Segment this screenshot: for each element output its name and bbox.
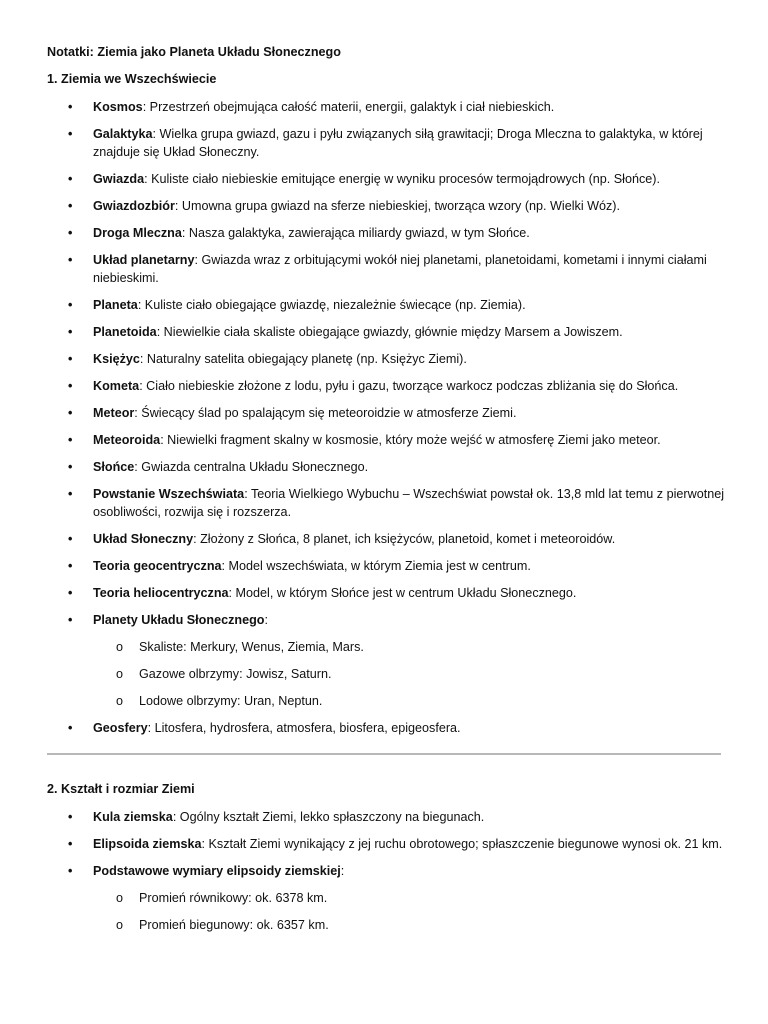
item-term: Teoria heliocentryczna xyxy=(93,586,229,600)
list-item xyxy=(0,458,768,476)
item-term: Kometa xyxy=(93,379,140,393)
list-item xyxy=(0,251,768,287)
item-term: Meteor xyxy=(93,406,135,420)
item-definition: : Model wszechświata, w którym Ziemia jest w centrum. xyxy=(221,559,531,573)
item-definition: : xyxy=(340,864,345,878)
bullet-icon: • xyxy=(68,837,73,851)
list-item xyxy=(0,197,768,215)
item-term: Gwiazda xyxy=(93,172,145,186)
list-item xyxy=(0,377,768,395)
item-definition: : Wielka grupa gwiazd, gazu i pyłu związanych siłą grawitacji; Droga Mleczna to galaktyka, w której znajduje się Układ Słoneczny. xyxy=(93,127,703,159)
sub-item-text: Promień biegunowy: ok. 6357 km. xyxy=(139,918,329,932)
section-2-list xyxy=(0,808,768,943)
item-definition: : Umowna grupa gwiazd na sferze niebieskiej, tworząca wzory (np. Wielki Wóz). xyxy=(174,199,621,213)
list-item xyxy=(0,557,768,575)
bullet-icon: • xyxy=(68,721,73,735)
item-definition: : Kształt Ziemi wynikający z jej ruchu obrotowego; spłaszczenie biegunowe wynosi ok. 21 km. xyxy=(201,837,723,851)
bullet-icon: • xyxy=(68,298,73,312)
list-item xyxy=(0,611,768,710)
section-1-list xyxy=(0,98,768,746)
sub-list-item xyxy=(93,638,728,656)
list-item xyxy=(0,404,768,422)
bullet-icon: • xyxy=(68,352,73,366)
list-item xyxy=(0,584,768,602)
sub-item-text: Promień równikowy: ok. 6378 km. xyxy=(139,891,328,905)
list-item xyxy=(0,862,768,934)
sub-item-text: Lodowe olbrzymy: Uran, Neptun. xyxy=(139,694,323,708)
sub-list-item xyxy=(93,916,728,934)
bullet-icon: • xyxy=(68,379,73,393)
bullet-icon: • xyxy=(68,199,73,213)
bullet-icon: • xyxy=(68,586,73,600)
list-item xyxy=(0,530,768,548)
list-item xyxy=(0,296,768,314)
bullet-icon: • xyxy=(68,325,73,339)
circle-bullet-icon: o xyxy=(116,667,124,681)
item-definition: : Kuliste ciało obiegające gwiazdę, niezależnie świecące (np. Ziemia). xyxy=(137,298,526,312)
bullet-icon: • xyxy=(68,532,73,546)
list-item xyxy=(0,350,768,368)
item-term: Elipsoida ziemska xyxy=(93,837,202,851)
bullet-icon: • xyxy=(68,172,73,186)
item-definition: : Model, w którym Słońce jest w centrum Układu Słonecznego. xyxy=(228,586,577,600)
list-item xyxy=(0,224,768,242)
list-item xyxy=(0,431,768,449)
sub-list-item xyxy=(93,665,728,683)
item-term: Słońce xyxy=(93,460,135,474)
item-definition: : Niewielki fragment skalny w kosmosie, który może wejść w atmosferę Ziemi jako meteor. xyxy=(160,433,661,447)
circle-bullet-icon: o xyxy=(116,918,124,932)
item-definition: : Ciało niebieskie złożone z lodu, pyłu i gazu, tworzące warkocz podczas zbliżania się do Słońca. xyxy=(139,379,679,393)
item-definition: : Gwiazda wraz z orbitującymi wokół niej planetami, planetoidami, kometami i innymi ciałami niebieskimi. xyxy=(93,253,707,285)
item-definition: : xyxy=(264,613,268,627)
sub-item-text: Gazowe olbrzymy: Jowisz, Saturn. xyxy=(139,667,332,681)
bullet-icon: • xyxy=(68,226,73,240)
bullet-icon: • xyxy=(68,127,73,141)
bullet-icon: • xyxy=(68,253,73,267)
list-item xyxy=(0,323,768,341)
item-term: Galaktyka xyxy=(93,127,153,141)
section-heading-1: 1. Ziemia we Wszechświecie xyxy=(47,72,217,86)
bullet-icon: • xyxy=(68,100,73,114)
item-term: Układ Słoneczny xyxy=(93,532,194,546)
item-term: Planeta xyxy=(93,298,138,312)
sub-list-item xyxy=(93,889,728,907)
bullet-icon: • xyxy=(68,559,73,573)
item-definition: : Naturalny satelita obiegający planetę (np. Księżyc Ziemi). xyxy=(139,352,467,366)
item-term: Księżyc xyxy=(93,352,140,366)
item-term: Geosfery xyxy=(93,721,148,735)
list-item xyxy=(0,170,768,188)
item-definition: : Niewielkie ciała skaliste obiegające gwiazdy, głównie między Marsem a Jowiszem. xyxy=(156,325,623,339)
sub-item-text: Skaliste: Merkury, Wenus, Ziemia, Mars. xyxy=(139,640,364,654)
section-heading-2: 2. Kształt i rozmiar Ziemi xyxy=(47,782,195,796)
circle-bullet-icon: o xyxy=(116,891,124,905)
item-term: Powstanie Wszechświata xyxy=(93,487,245,501)
item-term: Kula ziemska xyxy=(93,810,173,824)
bullet-icon: • xyxy=(68,406,73,420)
item-definition: : Świecący ślad po spalającym się meteoroidzie w atmosferze Ziemi. xyxy=(134,406,517,420)
sub-list xyxy=(93,638,728,710)
item-definition: : Przestrzeń obejmująca całość materii, energii, galaktyk i ciał niebieskich. xyxy=(142,100,555,114)
item-definition: : Gwiazda centralna Układu Słonecznego. xyxy=(134,460,369,474)
item-term: Meteoroida xyxy=(93,433,161,447)
list-item xyxy=(0,485,768,521)
bullet-icon: • xyxy=(68,433,73,447)
horizontal-divider xyxy=(47,753,721,755)
item-term: Podstawowe wymiary elipsoidy ziemskiej xyxy=(93,864,341,878)
item-definition: : Teoria Wielkiego Wybuchu – Wszechświat powstał ok. 13,8 mld lat temu z pierwotnej osobliwości, rozwija się i rozszerza. xyxy=(93,487,725,519)
item-term: Gwiazdozbiór xyxy=(93,199,175,213)
list-item xyxy=(0,808,768,826)
bullet-icon: • xyxy=(68,810,73,824)
item-term: Teoria geocentryczna xyxy=(93,559,222,573)
bullet-icon: • xyxy=(68,613,73,627)
list-item xyxy=(0,719,768,737)
item-term: Kosmos xyxy=(93,100,143,114)
bullet-icon: • xyxy=(68,487,73,501)
sub-list xyxy=(93,889,728,934)
list-item xyxy=(0,125,768,161)
list-item xyxy=(0,98,768,116)
item-definition: : Kuliste ciało niebieskie emitujące energię w wyniku procesów termojądrowych (np. Słońce). xyxy=(144,172,660,186)
document-title: Notatki: Ziemia jako Planeta Układu Słonecznego xyxy=(47,45,341,59)
item-term: Droga Mleczna xyxy=(93,226,182,240)
sub-list-item xyxy=(93,692,728,710)
item-definition: : Nasza galaktyka, zawierająca miliardy gwiazd, w tym Słońce. xyxy=(181,226,530,240)
item-definition: : Litosfera, hydrosfera, atmosfera, biosfera, epigeosfera. xyxy=(147,721,461,735)
item-term: Planety Układu Słonecznego xyxy=(93,613,265,627)
circle-bullet-icon: o xyxy=(116,640,124,654)
bullet-icon: • xyxy=(68,460,73,474)
item-term: Planetoida xyxy=(93,325,157,339)
circle-bullet-icon: o xyxy=(116,694,124,708)
bullet-icon: • xyxy=(68,864,73,878)
item-definition: : Ogólny kształt Ziemi, lekko spłaszczony na biegunach. xyxy=(172,810,485,824)
item-term: Układ planetarny xyxy=(93,253,195,267)
list-item xyxy=(0,835,768,853)
item-definition: : Złożony z Słońca, 8 planet, ich księżyców, planetoid, komet i meteoroidów. xyxy=(193,532,616,546)
